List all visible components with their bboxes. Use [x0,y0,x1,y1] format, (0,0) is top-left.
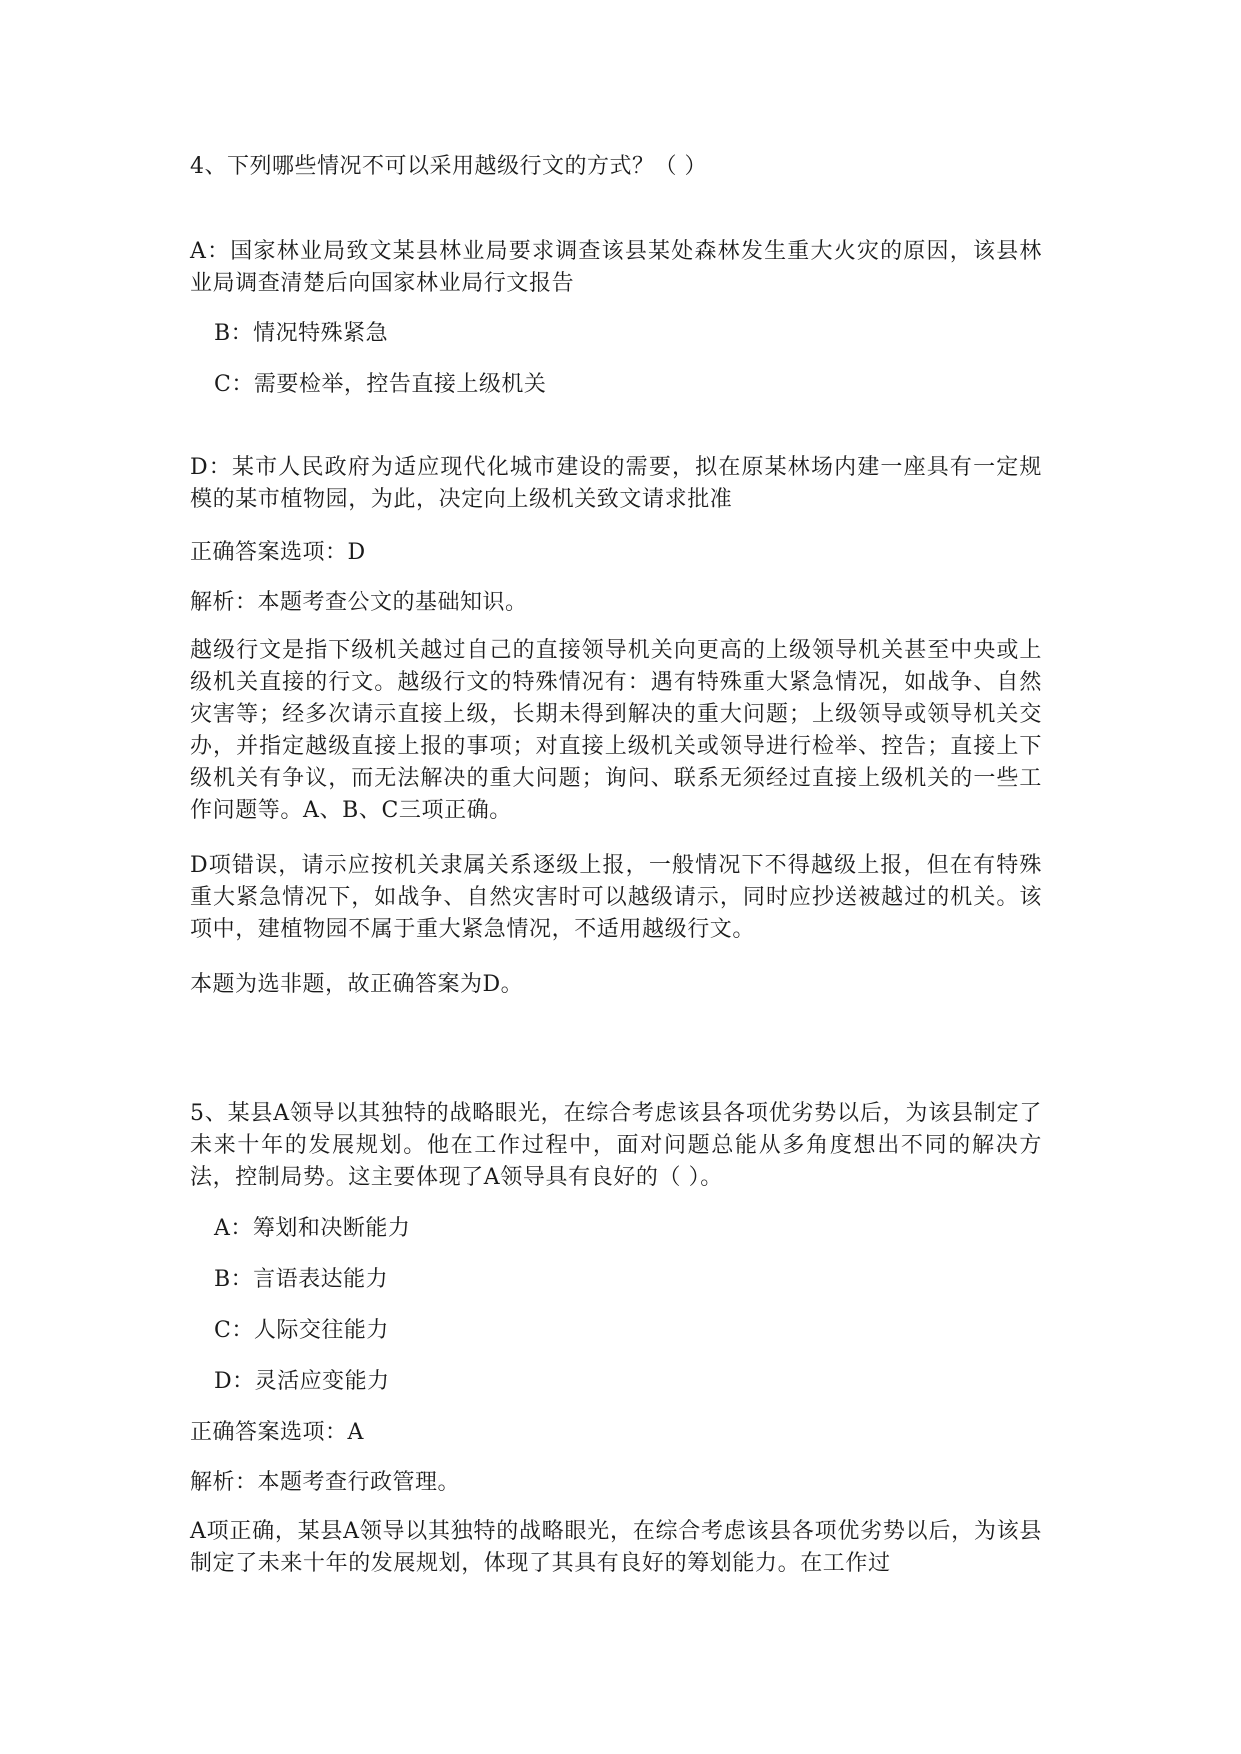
q5-option-a: A：筹划和决断能力 [214,1216,411,1241]
question-4-text: 4、下列哪些情况不可以采用越级行文的方式？（ ） [190,154,707,179]
q4-conclusion: 本题为选非题，故正确答案为D。 [190,972,524,997]
q5-correct-answer: 正确答案选项：A [190,1420,364,1445]
q5-option-b: B：言语表达能力 [214,1267,389,1292]
q4-analysis-paragraph-1: 越级行文是指下级机关越过自己的直接领导机关向更高的上级领导机关甚至中央或上级机关直接的行文。越级行文的特殊情况有：遇有特殊重大紧急情况，如战争、自然灾害等；经多次请示直接上级，长期未得到解决的重大问题；上级领导或领导机关交办，并指定越级直接上报的事项；对直接上级机关或领导进行检举、控告；直接上下级机关有争议，而无法解决的重大问题；询问、联系无须经过直接上级机关的一些工作问题等。A、B、C三项正确。 [190,638,1042,823]
q4-analysis-paragraph-2: D项错误，请示应按机关隶属关系逐级上报，一般情况下不得越级上报，但在有特殊重大紧急情况下，如战争、自然灾害时可以越级请示，同时应抄送被越过的机关。该项中，建植物园不属于重大紧急情况，不适用越级行文。 [190,853,1042,942]
q5-analysis-paragraph-1: A项正确，某县A领导以其独特的战略眼光，在综合考虑该县各项优劣势以后，为该县制定了未来十年的发展规划，体现了其具有良好的筹划能力。在工作过 [190,1519,1042,1576]
q4-option-d: D：某市人民政府为适应现代化城市建设的需要，拟在原某林场内建一座具有一定规模的某市植物园，为此，决定向上级机关致文请求批准 [190,455,1042,512]
q4-correct-answer: 正确答案选项：D [190,540,366,565]
q5-analysis-intro: 解析：本题考查行政管理。 [190,1470,461,1495]
q4-analysis-intro: 解析：本题考查公文的基础知识。 [190,590,528,615]
q4-option-a: A：国家林业局致文某县林业局要求调查该县某处森林发生重大火灾的原因，该县林业局调查清楚后向国家林业局行文报告 [190,239,1042,296]
q5-option-c: C：人际交往能力 [214,1318,389,1343]
question-5-text: 5、某县A领导以其独特的战略眼光，在综合考虑该县各项优劣势以后，为该县制定了未来十年的发展规划。他在工作过程中，面对问题总能从多角度想出不同的解决方法，控制局势。这主要体现了A领导具有良好的（ ）。 [190,1101,1042,1190]
q4-option-b: B：情况特殊紧急 [214,321,389,346]
q4-option-c: C：需要检举，控告直接上级机关 [214,372,547,397]
q5-option-d: D：灵活应变能力 [214,1369,390,1394]
